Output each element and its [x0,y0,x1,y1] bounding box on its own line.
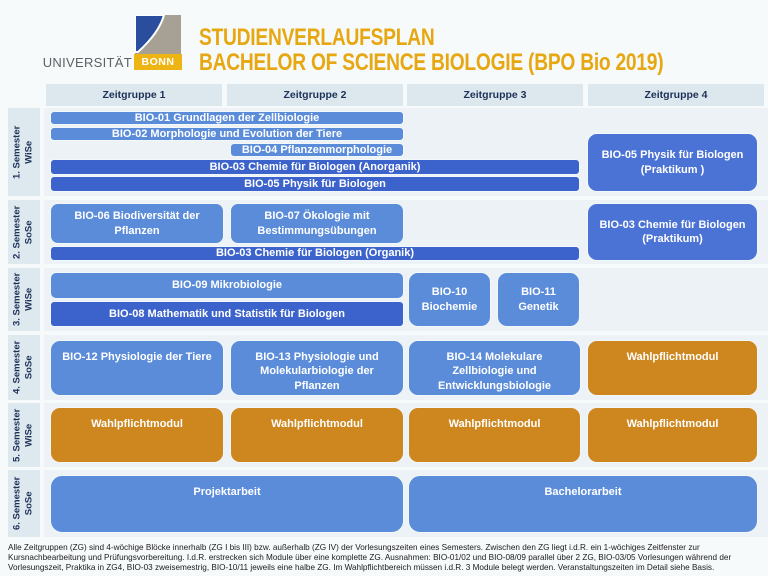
semester-5-term: WiSe [24,423,35,447]
module-wahlpflicht-sem5-zg2: Wahlpflichtmodul [230,407,404,463]
page-subtitle: BACHELOR OF SCIENCE BIOLOGIE (BPO Bio 2019) [199,49,664,76]
semester-2-term: SoSe [24,220,35,244]
module-bio-05-praktikum: BIO-05 Physik für Biologen (Praktikum ) [587,133,758,192]
module-bio-02: BIO-02 Morphologie und Evolution der Tiere [50,127,404,141]
uni-bonn-logo-icon [135,15,181,54]
university-name: UNIVERSITÄT [42,55,132,70]
module-bio-01: BIO-01 Grundlagen der Zellbiologie [50,111,404,125]
module-bio-06: BIO-06 Biodiversität der Pflanzen [50,203,224,244]
column-header-zeitgruppe-1: Zeitgruppe 1 [46,84,222,106]
module-projektarbeit: Projektarbeit [50,475,404,533]
semester-1-name: 1. Semester [11,125,23,179]
semester-6-term: SoSe [24,491,35,516]
semester-label-1 [8,108,40,196]
module-wahlpflicht-sem5-zg1: Wahlpflichtmodul [50,407,224,463]
module-bio-12: BIO-12 Physiologie der Tiere [50,340,224,396]
semester-label-6 [8,470,40,537]
module-bachelorarbeit: Bachelorarbeit [408,475,758,533]
module-bio-07: BIO-07 Ökologie mit Bestimmungsübungen [230,203,404,244]
uni-bonn-badge: BONN [134,54,182,70]
module-wahlpflicht-sem5-zg3: Wahlpflichtmodul [408,407,581,463]
column-header-zeitgruppe-2: Zeitgruppe 2 [227,84,403,106]
module-wahlpflicht-sem4: Wahlpflichtmodul [587,340,758,396]
module-bio-04: BIO-04 Pflanzenmorphologie [230,143,404,157]
semester-label-3 [8,268,40,331]
semester-label-5 [8,403,40,467]
module-bio-09: BIO-09 Mikrobiologie [50,272,404,299]
module-bio-05-vorlesung: BIO-05 Physik für Biologen [50,176,580,192]
semester-2-name: 2. Semester [11,205,23,259]
semester-6-name: 6. Semester [11,476,23,531]
module-wahlpflicht-sem5-zg4: Wahlpflichtmodul [587,407,758,463]
module-bio-11: BIO-11 Genetik [497,272,580,327]
semester-3-name: 3. Semester [11,272,23,327]
semester-4-name: 4. Semester [11,340,23,395]
semester-label-4 [8,335,40,400]
column-header-zeitgruppe-4: Zeitgruppe 4 [588,84,764,106]
module-bio-13: BIO-13 Physiologie und Molekularbiologie der Pflanzen [230,340,404,396]
module-bio-03-praktikum: BIO-03 Chemie für Biologen (Praktikum) [587,203,758,261]
semester-1-term: WiSe [24,140,35,164]
module-bio-10: BIO-10 Biochemie [408,272,491,327]
semester-3-term: WiSe [24,287,35,312]
footer-note: Alle Zeitgruppen (ZG) sind 4-wöchige Blöcke innerhalb (ZG I bis III) bzw. außerhalb (ZG IV) der Vorlesungszeiten eines Semesters. Zwischen den ZG liegt i.d.R. ein 1-wöchiges Zeitfenster zur Kursnachbearbeitung und Prüfungsvorbereitung. I.d.R. erstrecken sich Module über eine komplette ZG. Ausnahmen: BIO-01/02 und BIO-08/09 parallel über 2 ZG, BIO-03/05 Vorlesungen während der Vorlesungszeit, Praktika in ZG4, BIO-03 zweisemestrig, BIO-10/11 jeweils eine halbe ZG. Im Wahlpflichtbereich müssen i.d.R. 3 Module belegt werden. Veranstaltungszeiten im Detail siehe Basis. [8,543,732,572]
semester-4-term: SoSe [24,355,35,380]
module-bio-03-organik: BIO-03 Chemie für Biologen (Organik) [50,246,580,261]
column-header-zeitgruppe-3: Zeitgruppe 3 [407,84,583,106]
page-title: STUDIENVERLAUFSPLAN [199,24,435,51]
semester-label-2 [8,200,40,264]
module-bio-14: BIO-14 Molekulare Zellbiologie und Entwicklungsbiologie [408,340,581,396]
semester-5-name: 5. Semester [11,408,23,462]
module-bio-03-anorganik: BIO-03 Chemie für Biologen (Anorganik) [50,159,580,175]
module-bio-08: BIO-08 Mathematik und Statistik für Biologen [50,301,404,327]
